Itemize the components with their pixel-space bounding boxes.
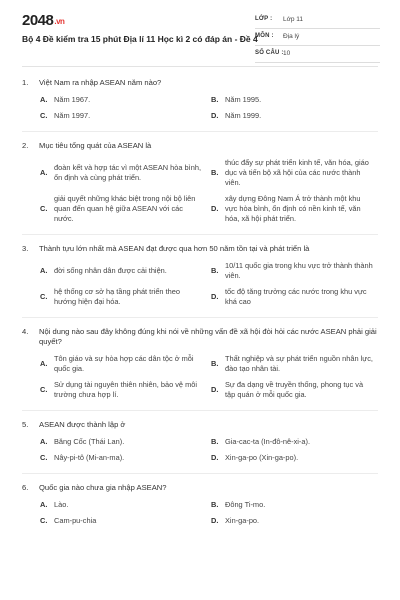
option-text: xây dựng Đông Nam Á trở thành một khu vực hòa bình, ổn định có nền kinh tế, văn hóa, xã hội phát triển. — [225, 194, 361, 223]
question-text: Quốc gia nào chưa gia nhập ASEAN? — [39, 483, 167, 492]
question-text: ASEAN được thành lập ở — [39, 420, 126, 429]
option-letter: B. — [211, 437, 219, 446]
answer-option[interactable] — [40, 194, 207, 224]
answer-option[interactable] — [211, 261, 378, 281]
answer-options — [22, 437, 378, 463]
answer-option[interactable] — [40, 158, 207, 188]
answer-option[interactable] — [211, 380, 378, 400]
option-text: tốc độ tăng trưởng các nước trong khu vực khá cao — [225, 287, 367, 306]
answer-option[interactable] — [211, 95, 378, 105]
logo-number: 2048 — [22, 12, 54, 29]
option-letter: A. — [40, 168, 48, 177]
question-stem — [22, 483, 378, 493]
option-text: Năm 1967. — [54, 95, 91, 104]
info-label: MÔN : — [255, 33, 274, 39]
question-text: Thành tựu lớn nhất mà ASEAN đạt được qua hơn 50 năm tồn tại và phát triển là — [39, 244, 310, 253]
answer-option[interactable] — [40, 453, 207, 463]
question — [22, 420, 378, 463]
option-text: Đông Ti-mo. — [225, 500, 266, 509]
option-text: Lào. — [54, 500, 69, 509]
option-letter: B. — [211, 168, 219, 177]
answer-option[interactable] — [40, 95, 207, 105]
info-row — [255, 46, 380, 63]
option-letter: D. — [211, 204, 219, 213]
answer-option[interactable] — [40, 287, 207, 307]
header-divider — [22, 66, 378, 67]
question-divider — [22, 410, 378, 411]
answer-options — [22, 500, 378, 526]
option-letter: B. — [211, 266, 219, 275]
option-letter: A. — [40, 500, 48, 509]
option-text: hệ thống cơ sở hạ tầng phát triển theo hướng hiện đại hóa. — [54, 287, 180, 306]
question-number: 6. — [22, 483, 29, 492]
answer-options — [22, 158, 378, 224]
info-panel — [255, 12, 380, 63]
question-stem — [22, 141, 378, 151]
option-text: Nây-pi-tô (Mi-an-ma). — [54, 453, 125, 462]
question-number: 3. — [22, 244, 29, 253]
answer-option[interactable] — [40, 111, 207, 121]
option-letter: C. — [40, 111, 48, 120]
question — [22, 327, 378, 400]
option-letter: A. — [40, 95, 48, 104]
option-letter: A. — [40, 437, 48, 446]
question-divider — [22, 473, 378, 474]
option-letter: B. — [211, 95, 219, 104]
page-title: Bộ 4 Đề kiểm tra 15 phút Địa lí 11 Học kì 2 có đáp án - Đề 4 — [22, 34, 258, 44]
answer-option[interactable] — [40, 354, 207, 374]
answer-option[interactable] — [211, 516, 378, 526]
question-number: 2. — [22, 141, 29, 150]
question-number: 4. — [22, 327, 29, 336]
answer-option[interactable] — [211, 500, 378, 510]
option-letter: A. — [40, 266, 48, 275]
option-letter: D. — [211, 111, 219, 120]
logo-suffix: .vn — [54, 17, 65, 26]
question-stem — [22, 244, 378, 254]
answer-option[interactable] — [211, 437, 378, 447]
question-number: 1. — [22, 78, 29, 87]
question — [22, 141, 378, 224]
option-text: đoàn kết và hợp tác vì một ASEAN hòa bình, ổn định và cùng phát triển. — [54, 163, 201, 182]
option-text: Năm 1999. — [225, 111, 262, 120]
answer-option[interactable] — [211, 158, 378, 188]
question-stem — [22, 327, 378, 347]
option-letter: B. — [211, 500, 219, 509]
answer-option[interactable] — [211, 287, 378, 307]
option-text: giải quyết những khác biệt trong nội bộ liên quan đến quan hệ giữa ASEAN với các nước. — [54, 194, 196, 223]
option-text: Xin-ga-po (Xin-ga-po). — [225, 453, 299, 462]
answer-options — [22, 354, 378, 400]
info-value: 10 — [283, 50, 291, 57]
option-letter: D. — [211, 292, 219, 301]
answer-option[interactable] — [40, 261, 207, 281]
option-letter: B. — [211, 359, 219, 368]
info-value: Địa lý — [283, 33, 300, 40]
info-value: Lớp 11 — [283, 16, 304, 23]
info-label: SỐ CÂU : — [255, 50, 284, 56]
question-divider — [22, 317, 378, 318]
question-number: 5. — [22, 420, 29, 429]
question-divider — [22, 234, 378, 235]
answer-option[interactable] — [211, 111, 378, 121]
answer-option[interactable] — [40, 437, 207, 447]
answer-option[interactable] — [211, 453, 378, 463]
option-letter: C. — [40, 453, 48, 462]
question-text: Việt Nam ra nhập ASEAN năm nào? — [39, 78, 162, 87]
header — [0, 0, 400, 62]
question-stem — [22, 78, 378, 88]
option-letter: A. — [40, 359, 48, 368]
option-text: Năm 1995. — [225, 95, 262, 104]
option-letter: C. — [40, 385, 48, 394]
option-letter: C. — [40, 516, 48, 525]
question-list — [22, 78, 378, 536]
option-letter: C. — [40, 292, 48, 301]
option-text: Cam-pu-chia — [54, 516, 97, 525]
answer-option[interactable] — [40, 516, 207, 526]
info-label: LỚP : — [255, 16, 273, 22]
info-row — [255, 29, 380, 46]
info-row — [255, 12, 380, 29]
option-text: Gia-cac-ta (In-đô-nê-xi-a). — [225, 437, 311, 446]
option-text: Xin-ga-po. — [225, 516, 260, 525]
option-text: thúc đẩy sự phát triển kinh tế, văn hóa, giáo dục và tiến bộ xã hội của các nước thành viên. — [225, 158, 369, 187]
question — [22, 483, 378, 526]
question — [22, 78, 378, 121]
option-text: đời sống nhân dân được cải thiện. — [54, 266, 167, 275]
option-text: Năm 1997. — [54, 111, 91, 120]
answer-options — [22, 95, 378, 121]
answer-option[interactable] — [211, 194, 378, 224]
answer-option[interactable] — [40, 500, 207, 510]
question — [22, 244, 378, 307]
option-text: Sự đa dạng về truyền thống, phong tục và tập quán ở mỗi quốc gia. — [225, 380, 364, 399]
option-letter: D. — [211, 516, 219, 525]
answer-option[interactable] — [40, 380, 207, 400]
option-text: Tôn giáo và sự hòa hợp các dân tộc ở mỗi quốc gia. — [54, 354, 194, 373]
answer-options — [22, 261, 378, 307]
answer-option[interactable] — [211, 354, 378, 374]
question-text: Mục tiêu tổng quát của ASEAN là — [39, 141, 152, 150]
option-letter: C. — [40, 204, 48, 213]
question-divider — [22, 131, 378, 132]
option-text: Thất nghiệp và sự phát triển nguồn nhân lực, đào tạo nhân tài. — [225, 354, 373, 373]
option-text: Sử dụng tài nguyên thiên nhiên, bảo vệ môi trường chưa hợp lí. — [54, 380, 198, 399]
question-text: Nội dung nào sau đây không đúng khi nói về những vấn đề xã hội đòi hỏi các nước ASEAN phải giải quyết? — [39, 327, 377, 346]
logo[interactable] — [22, 12, 64, 29]
question-stem — [22, 420, 378, 430]
option-letter: D. — [211, 385, 219, 394]
option-text: 10/11 quốc gia trong khu vực trở thành thành viên. — [225, 261, 373, 280]
option-letter: D. — [211, 453, 219, 462]
option-text: Băng Cốc (Thái Lan). — [54, 437, 125, 446]
